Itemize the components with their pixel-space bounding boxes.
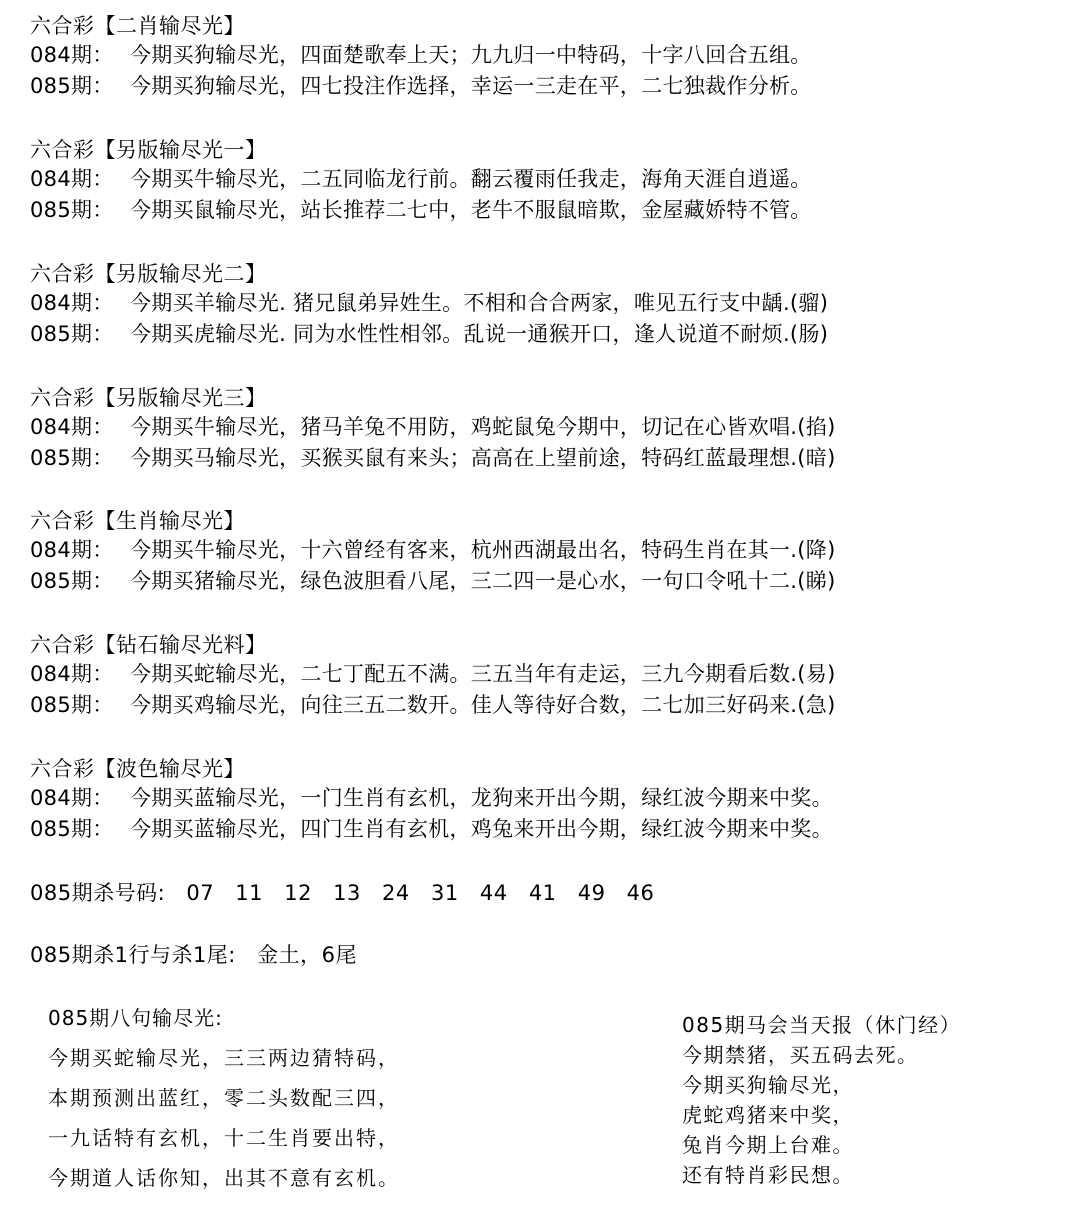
kill-element-label: 085期杀1行与杀1尾: bbox=[30, 943, 236, 967]
prediction-line bbox=[30, 443, 1070, 474]
kill-number: 07 bbox=[186, 881, 215, 905]
prediction-text: 今期买蓝输尽光，四门生肖有玄机，鸡兔来开出今期，绿红波今期来中奖。 bbox=[130, 817, 833, 841]
period-label: 085期： bbox=[30, 198, 114, 222]
poem-line: 今期道人话你知，出其不意有玄机。 bbox=[48, 1166, 400, 1190]
prediction-line bbox=[30, 319, 1070, 350]
kill-number: 31 bbox=[430, 881, 459, 905]
section-2 bbox=[30, 136, 1070, 226]
kill-number: 12 bbox=[284, 881, 312, 905]
period-label: 084期： bbox=[30, 786, 114, 810]
period-label: 084期： bbox=[30, 538, 114, 562]
period-label: 085期： bbox=[30, 693, 114, 717]
section-7 bbox=[30, 755, 1070, 845]
section-title: 六合彩【钻石输尽光料】 bbox=[30, 633, 267, 657]
prediction-line bbox=[30, 690, 1070, 721]
prediction-text: 今期买虎输尽光. 同为水性性相邻。乱说一通猴开口，逢人说道不耐烦.(肠) bbox=[130, 322, 829, 346]
period-label: 084期： bbox=[30, 662, 114, 686]
kill-number: 13 bbox=[333, 881, 361, 905]
prediction-text: 今期买蛇输尽光，二七丁配五不满。三五当年有走运，三九今期看后数.(易) bbox=[130, 662, 836, 686]
kill-element-value: 金土，6尾 bbox=[257, 943, 357, 967]
period-label: 085期： bbox=[30, 322, 114, 346]
kill-numbers-line bbox=[30, 878, 654, 908]
section-title: 六合彩【另版输尽光三】 bbox=[30, 386, 267, 410]
prediction-line bbox=[30, 164, 1070, 195]
poem-line: 兔肖今期上台难。 bbox=[682, 1133, 854, 1157]
prediction-text: 今期买鸡输尽光，向往三五二数开。佳人等待好合数，二七加三好码来.(急) bbox=[130, 693, 836, 717]
section-3 bbox=[30, 260, 1070, 350]
kill-number: 11 bbox=[235, 881, 264, 905]
kill-number: 49 bbox=[577, 881, 606, 905]
poem-title: 085期马会当天报（休门经） bbox=[682, 1013, 962, 1037]
prediction-line bbox=[30, 783, 1070, 814]
period-label: 085期： bbox=[30, 74, 114, 98]
section-6 bbox=[30, 631, 1070, 721]
kill-numbers-label: 085期杀号码: bbox=[30, 881, 166, 905]
prediction-text: 今期买羊输尽光. 猪兄鼠弟异姓生。不相和合合两家，唯见五行支中龋.(骝) bbox=[130, 291, 829, 315]
poem-line: 一九话特有玄机，十二生肖要出特， bbox=[48, 1126, 400, 1150]
section-title: 六合彩【生肖输尽光】 bbox=[30, 509, 245, 533]
section-title: 六合彩【二肖输尽光】 bbox=[30, 14, 245, 38]
kill-number: 24 bbox=[382, 881, 410, 905]
period-label: 084期： bbox=[30, 291, 114, 315]
period-label: 084期： bbox=[30, 167, 114, 191]
prediction-text: 今期买牛输尽光，十六曾经有客来，杭州西湖最出名，特码生肖在其一.(降) bbox=[130, 538, 836, 562]
prediction-text: 今期买狗输尽光，四面楚歌奉上天；九九归一中特码，十字八回合五组。 bbox=[130, 43, 812, 67]
period-label: 084期： bbox=[30, 415, 114, 439]
poem-line: 今期禁猪，买五码去死。 bbox=[682, 1043, 919, 1067]
prediction-text: 今期买猪输尽光，绿色波胆看八尾，三二四一是心水，一句口令吼十二.(睇) bbox=[130, 569, 836, 593]
prediction-line bbox=[30, 71, 1070, 102]
section-4 bbox=[30, 384, 1070, 474]
poem-line: 本期预测出蓝红，零二头数配三四， bbox=[48, 1086, 400, 1110]
section-1 bbox=[30, 12, 1070, 102]
prediction-text: 今期买鼠输尽光，站长推荐二七中，老牛不服鼠暗欺，金屋藏娇特不管。 bbox=[130, 198, 812, 222]
period-label: 085期： bbox=[30, 817, 114, 841]
section-5 bbox=[30, 507, 1070, 597]
poem-right bbox=[682, 1010, 961, 1190]
section-title: 六合彩【另版输尽光二】 bbox=[30, 262, 267, 286]
period-label: 084期： bbox=[30, 43, 114, 67]
section-title: 六合彩【另版输尽光一】 bbox=[30, 138, 267, 162]
kill-number: 41 bbox=[528, 881, 557, 905]
poem-left bbox=[48, 998, 400, 1198]
prediction-line bbox=[30, 535, 1070, 566]
prediction-line bbox=[30, 814, 1070, 845]
kill-number: 44 bbox=[479, 881, 508, 905]
prediction-text: 今期买马输尽光，买猴买鼠有来头；高高在上望前途，特码红蓝最理想.(暗) bbox=[130, 446, 836, 470]
poem-title: 085期八句输尽光: bbox=[48, 1006, 223, 1030]
prediction-text: 今期买狗输尽光，四七投注作选择，幸运一三走在平，二七独裁作分析。 bbox=[130, 74, 812, 98]
prediction-line bbox=[30, 40, 1070, 71]
prediction-line bbox=[30, 566, 1070, 597]
prediction-text: 今期买牛输尽光，猪马羊兔不用防，鸡蛇鼠兔今期中，切记在心皆欢唱.(掐) bbox=[130, 415, 836, 439]
prediction-text: 今期买牛输尽光，二五同临龙行前。翻云覆雨任我走，海角天涯自逍遥。 bbox=[130, 167, 812, 191]
section-title: 六合彩【波色输尽光】 bbox=[30, 757, 245, 781]
period-label: 085期： bbox=[30, 569, 114, 593]
prediction-line bbox=[30, 288, 1070, 319]
poem-line: 今期买狗输尽光， bbox=[682, 1073, 854, 1097]
prediction-line bbox=[30, 659, 1070, 690]
poem-line: 还有特肖彩民想。 bbox=[682, 1163, 854, 1187]
kill-element-line bbox=[30, 940, 357, 970]
poem-line: 虎蛇鸡猪来中奖， bbox=[682, 1103, 854, 1127]
prediction-line bbox=[30, 195, 1070, 226]
prediction-text: 今期买蓝输尽光，一门生肖有玄机，龙狗来开出今期，绿红波今期来中奖。 bbox=[130, 786, 833, 810]
poem-line: 今期买蛇输尽光，三三两边猜特码， bbox=[48, 1046, 400, 1070]
kill-number: 46 bbox=[626, 881, 655, 905]
period-label: 085期： bbox=[30, 446, 114, 470]
prediction-line bbox=[30, 412, 1070, 443]
